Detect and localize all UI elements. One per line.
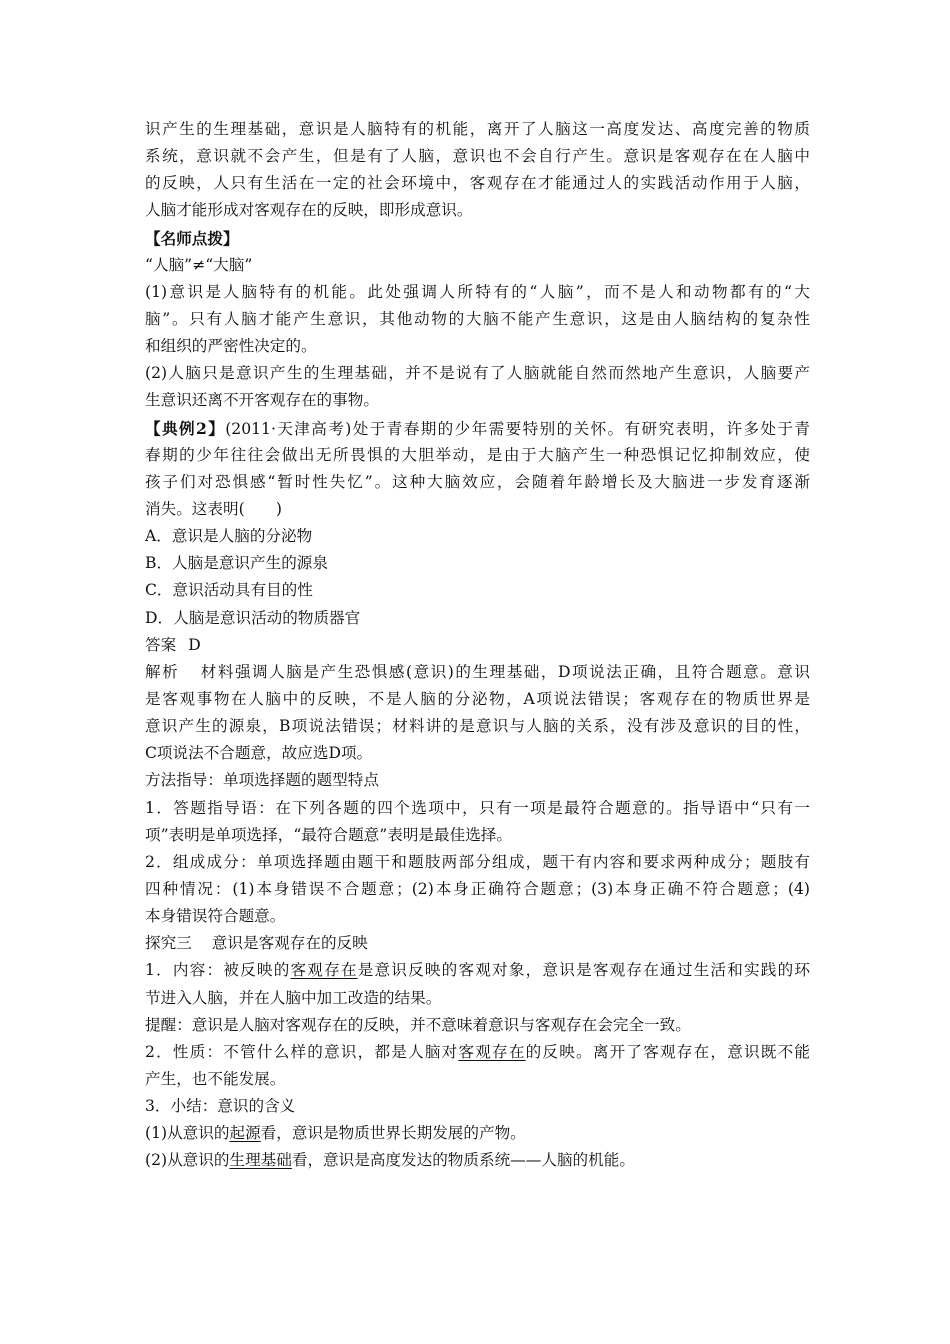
text-line: 孩子们对恐惧感“暂时性失忆”。这种大脑效应，会随着年龄增长及大脑进一步发育逐渐 <box>145 472 810 491</box>
text-span: 2．性质：不管什么样的意识，都是人脑对 <box>145 1042 459 1061</box>
text-line: 意识产生的源泉，B项说法错误；材料讲的是意识与人脑的关系，没有涉及意识的目的性， <box>145 717 810 736</box>
tip-subheading: “人脑”≠“大脑” <box>145 255 253 274</box>
text-line: 春期的少年往往会做出无所畏惧的大胆举动，是由于大脑产生一种恐惧记忆抑制效应，使 <box>145 445 810 464</box>
summary-title: 3．小结：意识的含义 <box>145 1097 296 1116</box>
section-title <box>145 930 810 957</box>
answer-label: 答案 <box>145 635 177 654</box>
method-title: 方法指导：单项选择题的题型特点 <box>145 771 379 790</box>
text-line: 生意识还离不开客观存在的事物。 <box>145 391 379 410</box>
text-line: 的反映，人只有生活在一定的社会环境中，客观存在才能通过人的实践活动作用于人脑， <box>145 174 810 193</box>
text-line: 人脑才能形成对客观存在的反映，即形成意识。 <box>145 201 473 220</box>
text-line: 2．组成成分：单项选择题由题干和题肢两部分组成，题干有内容和要求两种成分；题肢有 <box>145 852 810 871</box>
option-d: D．人脑是意识活动的物质器官 <box>145 608 361 627</box>
text-line: 节进入人脑，并在人脑中加工改造的结果。 <box>145 988 442 1007</box>
text-line: 消失。这表明( ) <box>145 499 282 518</box>
answer-line <box>145 632 810 659</box>
nature-line <box>145 1039 810 1066</box>
document-body <box>145 116 810 1174</box>
text-line: 脑”。只有人脑才能产生意识，其他动物的大脑不能产生意识，这是由人脑结构的复杂性 <box>145 309 810 328</box>
underlined-term: 生理基础 <box>229 1151 292 1170</box>
text-span: 看，意识是物质世界长期发展的产物。 <box>260 1124 526 1143</box>
text-line: 和组织的严密性决定的。 <box>145 337 317 356</box>
text-line: 项”表明是单项选择，“最符合题意”表明是最佳选择。 <box>145 825 512 844</box>
text-span: (2)从意识的 <box>145 1151 230 1170</box>
text-span: 的反映。离开了客观存在，意识既不能 <box>525 1042 810 1061</box>
reminder-line: 提醒：意识是人脑对客观存在的反映，并不意味着意识与客观存在会完全一致。 <box>145 1015 691 1034</box>
analysis-line <box>145 659 810 686</box>
text-line: 识产生的生理基础，意识是人脑特有的机能，离开了人脑这一高度发达、高度完善的物质 <box>145 120 810 138</box>
section-name: 意识是客观存在的反映 <box>211 934 368 953</box>
text-span: (1)从意识的 <box>145 1124 230 1143</box>
text-line: 本身错误符合题意。 <box>145 907 286 926</box>
example-question-line <box>145 415 810 442</box>
underlined-term: 客观存在 <box>290 961 358 980</box>
option-c: C．意识活动具有目的性 <box>145 581 313 600</box>
text-line: C项说法不合题意，故应选D项。 <box>145 744 373 763</box>
option-a: A．意识是人脑的分泌物 <box>145 527 313 546</box>
text-span: 看，意识是高度发达的物质系统——人脑的机能。 <box>291 1151 635 1170</box>
text-line: 系统，意识就不会产生，但是有了人脑，意识也不会自行产生。意识是客观存在在人脑中 <box>145 147 810 166</box>
summary-item-1 <box>145 1120 810 1147</box>
text-line: 1．答题指导语：在下列各题的四个选项中，只有一项是最符合题意的。指导语中“只有一 <box>145 798 810 817</box>
text-span: 1．内容：被反映的 <box>145 961 291 980</box>
option-b: B．人脑是意识产生的源泉 <box>145 554 328 573</box>
analysis-label: 解析 <box>145 662 180 681</box>
text-line: 是客观事物在人脑中的反映，不是人脑的分泌物，A项说法错误；客观存在的物质世界是 <box>145 689 810 708</box>
text-line: 四种情况：(1)本身错误不合题意；(2)本身正确符合题意；(3)本身正确不符合题意；(4) <box>145 879 810 898</box>
content-line <box>145 957 810 984</box>
text-line: 产生，也不能发展。 <box>145 1069 286 1088</box>
analysis-text: 材料强调人脑是产生恐惧感(意识)的生理基础，D项说法正确，且符合题意。意识 <box>199 662 810 681</box>
example-text: (2011·天津高考)处于青春期的少年需要特别的关怀。有研究表明，许多处于青 <box>225 419 810 438</box>
section-number: 探究三 <box>145 934 192 953</box>
underlined-term: 客观存在 <box>458 1042 526 1061</box>
text-line: (1)意识是人脑特有的机能。此处强调人所特有的“人脑”，而不是人和动物都有的“大 <box>145 282 810 301</box>
text-line: (2)人脑只是意识产生的生理基础，并不是说有了人脑就能自然而然地产生意识，人脑要产 <box>145 364 810 383</box>
answer-value: D <box>188 635 201 654</box>
underlined-term: 起源 <box>229 1124 261 1143</box>
example-label: 【典例2】 <box>145 418 226 438</box>
text-span: 是意识反映的客观对象，意识是客观存在通过生活和实践的环 <box>357 961 810 980</box>
summary-item-2 <box>145 1147 810 1174</box>
tip-heading: 【名师点拨】 <box>145 228 239 248</box>
